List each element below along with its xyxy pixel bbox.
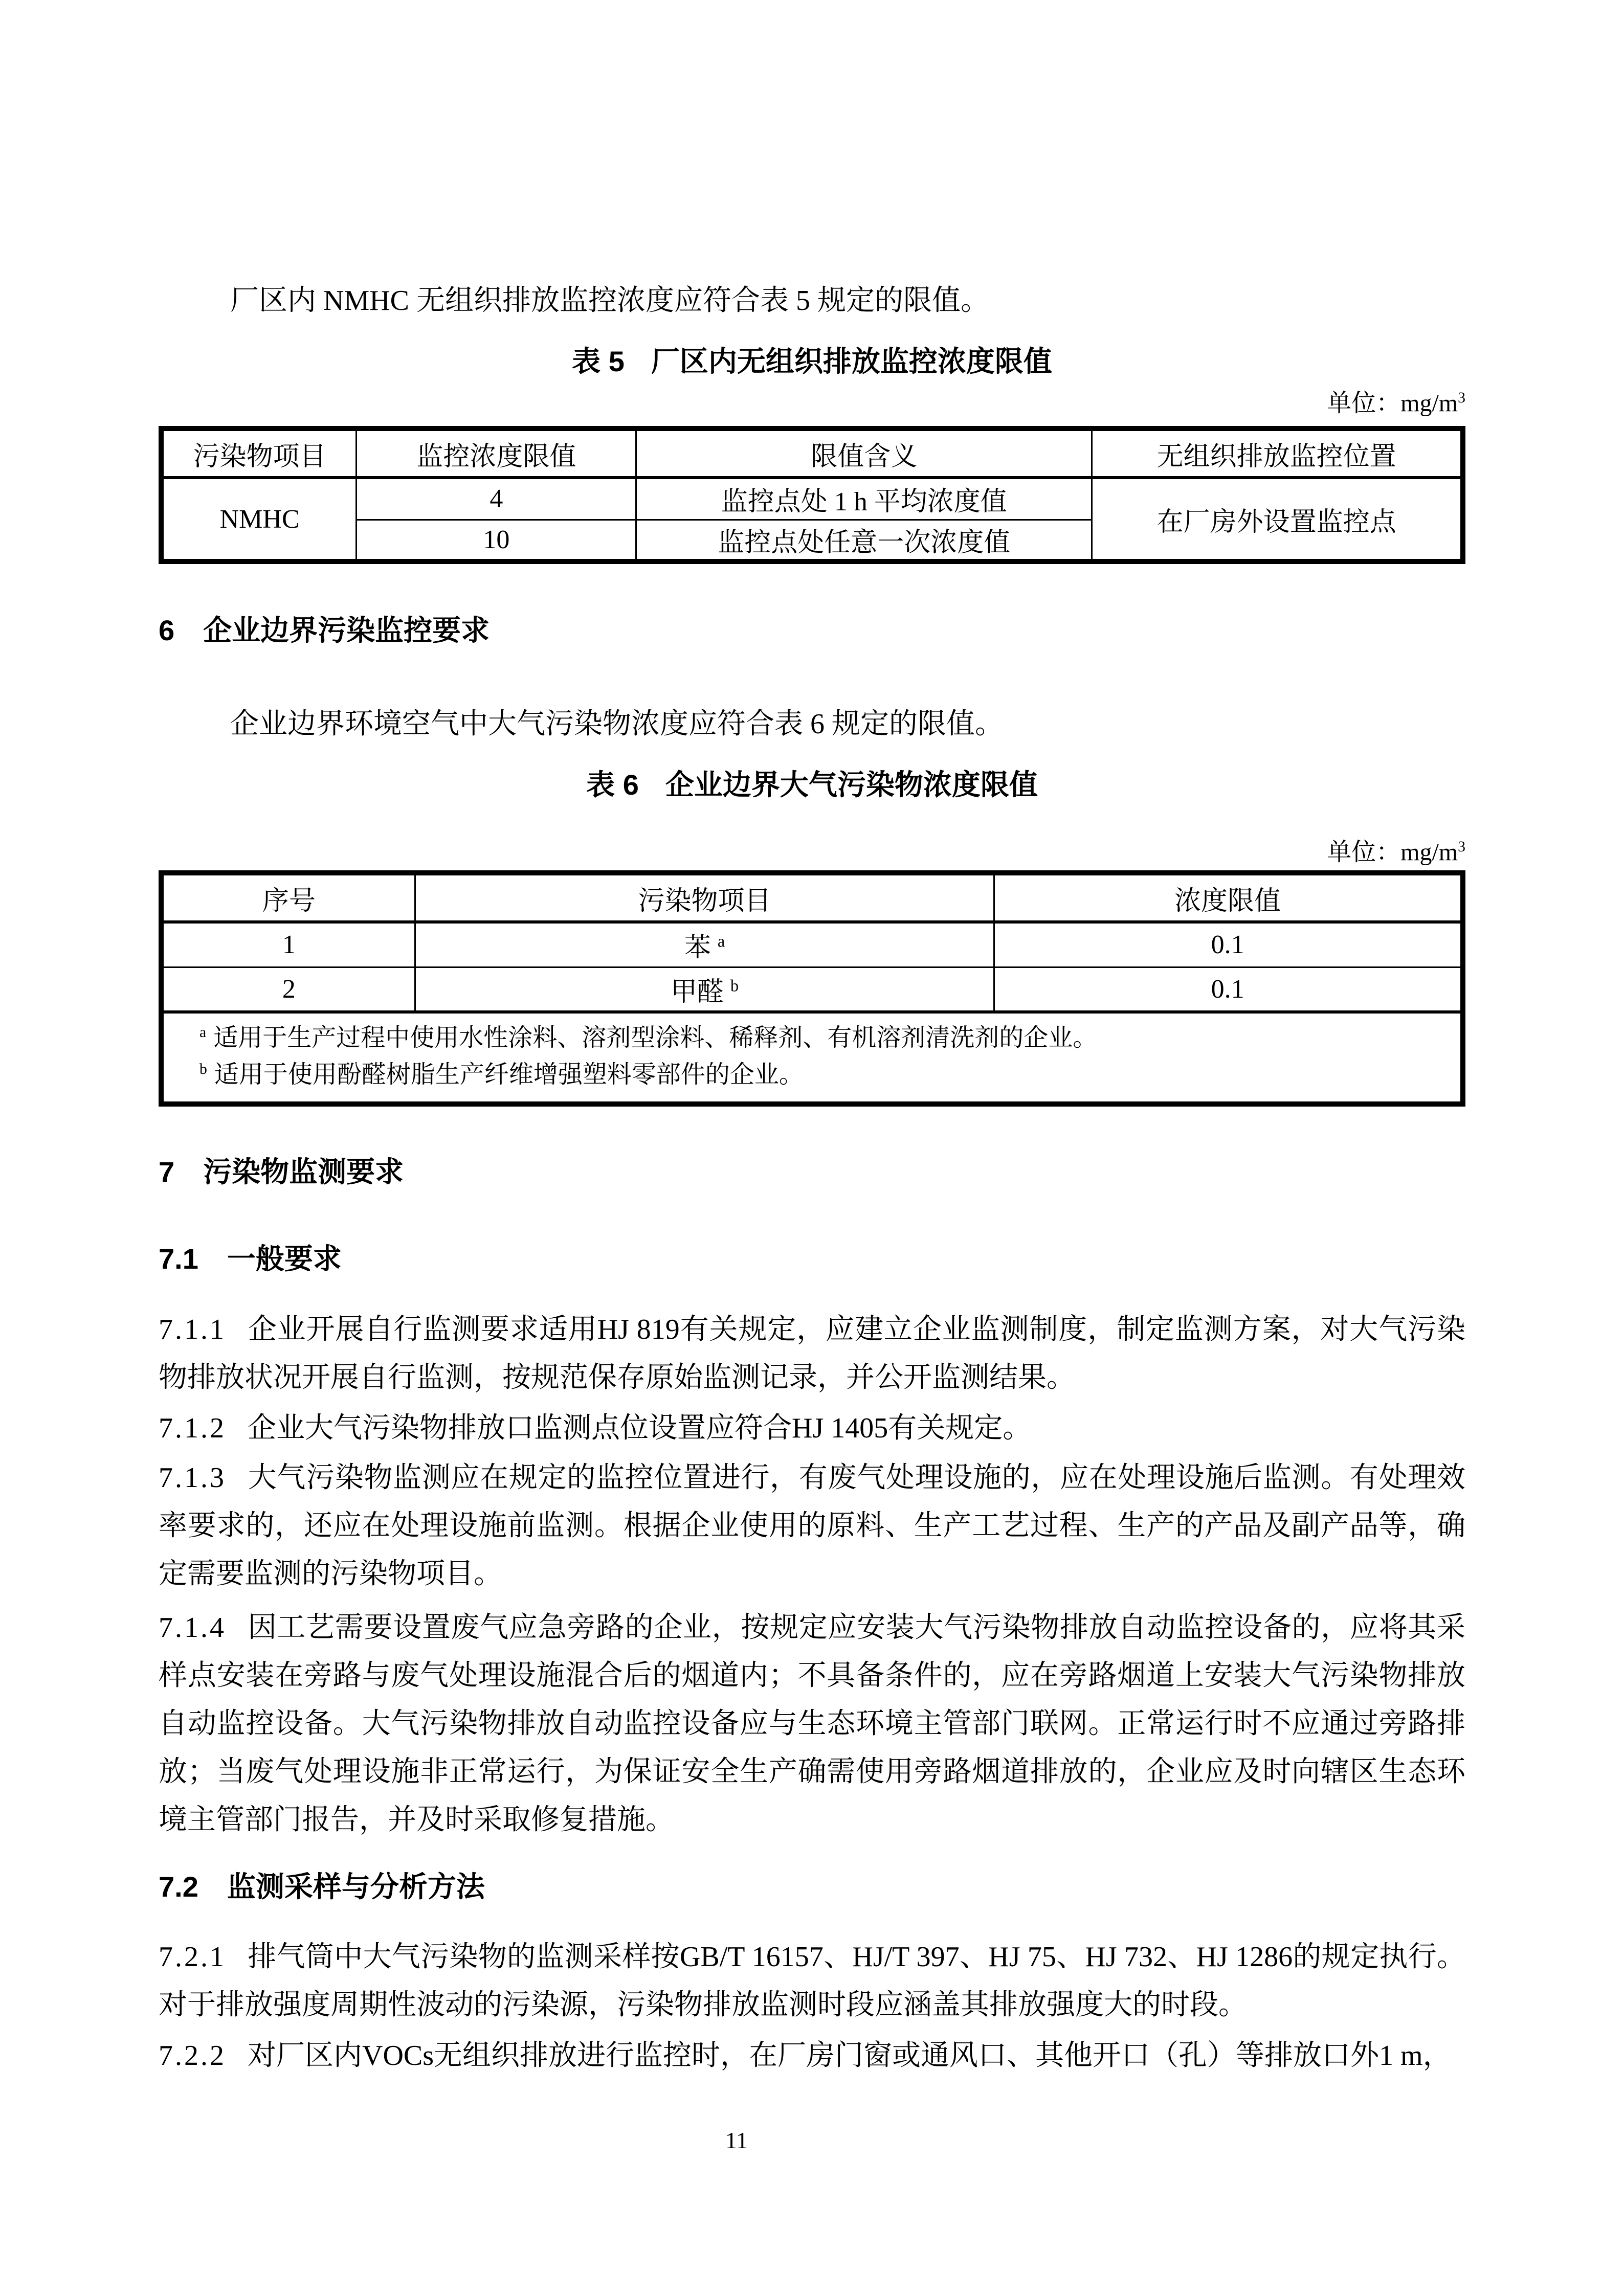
table5-cell-meaning-1: 监控点处 1 h 平均浓度值 <box>636 478 1092 520</box>
table5-cell-pollutant: NMHC <box>161 478 357 561</box>
footnote-ref-b: b <box>730 976 739 995</box>
intro-paragraph: 厂区内 NMHC 无组织排放监控浓度应符合表 5 规定的限值。 <box>230 285 990 317</box>
table6-cell-no-1: 1 <box>161 922 415 967</box>
table5-header-row <box>161 429 1463 478</box>
table5-cell-location: 在厂房外设置监控点 <box>1092 478 1463 561</box>
table6-footnote-row <box>161 1012 1463 1104</box>
table6-header-no: 序号 <box>161 873 415 922</box>
page-number: 11 <box>725 2127 748 2153</box>
section7-1-title: 一般要求 <box>227 1243 342 1275</box>
section7-title: 污染物监测要求 <box>203 1156 404 1188</box>
clause-7-2-2-number: 7.2.2 <box>159 2040 226 2072</box>
section6-paragraph: 企业边界环境空气中大气污染物浓度应符合表 6 规定的限值。 <box>230 708 1004 740</box>
clause-7-1-2-number: 7.1.2 <box>159 1412 226 1444</box>
clause-7-1-4-number: 7.1.4 <box>159 1612 226 1644</box>
section7-2-title: 监测采样与分析方法 <box>227 1871 485 1903</box>
footnote-ref-a: a <box>717 932 725 951</box>
table6-header-limit: 浓度限值 <box>994 873 1463 922</box>
table5-row-1 <box>161 478 1463 520</box>
footnote-b: $^b$ 适用于使用酚醛树脂生产纤维增强塑料零部件的企业。 <box>199 1061 804 1088</box>
section6-heading <box>159 606 1465 655</box>
clause-7-1-2: 7.1.2 企业大气污染物排放口监测点位设置应符合HJ 1405有关规定。 <box>159 1404 1465 1452</box>
footnote-a: $^a$ 适用于生产过程中使用水性涂料、溶剂型涂料、稀释剂、有机溶剂清洗剂的企业。 <box>199 1024 1098 1051</box>
table5-unit-superscript: 3 <box>1458 389 1465 406</box>
section7-2-heading <box>159 1863 1465 1911</box>
section6-title: 企业边界污染监控要求 <box>203 614 490 646</box>
clause-7-1-3-number: 7.1.3 <box>159 1462 226 1494</box>
table5-title <box>159 337 1465 386</box>
section7-1-number: 7.1 <box>159 1243 198 1275</box>
clause-7-2-2: 7.2.2 对厂区内VOCs无组织排放进行监控时，在厂房门窗或通风口、其他开口（孔）等排放口外1 m， <box>159 2032 1465 2080</box>
table6-unit-superscript: 3 <box>1458 838 1465 855</box>
table6-unit-label: 单位：$mg/m^3$ <box>1327 838 1465 866</box>
table6-cell-limit-2: 0.1 <box>994 967 1463 1012</box>
clause-7-1-1-number: 7.1.1 <box>159 1314 226 1345</box>
table6-header-pollutant: 污染物项目 <box>415 873 994 922</box>
section7-1-heading <box>159 1235 1465 1283</box>
table5-unit-label: 单位：$mg/m^3$ <box>1327 389 1465 417</box>
table5-cell-meaning-2: 监控点处任意一次浓度值 <box>636 520 1092 561</box>
table5-header-limit: 监控浓度限值 <box>357 429 636 478</box>
clause-7-2-1-number: 7.2.1 <box>159 1941 226 1973</box>
table6-footnotes <box>161 1012 1463 1104</box>
table5 <box>159 426 1465 564</box>
clause-7-1-1: 7.1.1 企业开展自行监测要求适用HJ 819有关规定，应建立企业监测制度，制定监测方案，对大气污染物排放状况开展自行监测，按规范保存原始监测记录，并公开监测结果。 <box>159 1305 1465 1402</box>
section7-heading <box>159 1148 1465 1196</box>
table6-title-label: 表 6 <box>586 769 639 801</box>
table6-title-text: 企业边界大气污染物浓度限值 <box>665 769 1038 801</box>
table5-cell-limit-1: 4 <box>357 478 636 520</box>
table6-cell-pollutant-1: 苯 $^a$ <box>415 922 994 967</box>
table5-title-label: 表 5 <box>572 345 625 377</box>
section7-number: 7 <box>159 1156 175 1188</box>
table6-title <box>159 761 1465 809</box>
table5-header-meaning: 限值含义 <box>636 429 1092 478</box>
table6-header-row <box>161 873 1463 922</box>
table6 <box>159 870 1465 1107</box>
table5-header-pollutant: 污染物项目 <box>161 429 357 478</box>
section6-number: 6 <box>159 614 175 646</box>
table5-header-location: 无组织排放监控位置 <box>1092 429 1463 478</box>
table6-row-2 <box>161 967 1463 1012</box>
table5-title-text: 厂区内无组织排放监控浓度限值 <box>651 345 1052 377</box>
table6-cell-pollutant-2: 甲醛 $^b$ <box>415 967 994 1012</box>
clause-7-1-4: 7.1.4 因工艺需要设置废气应急旁路的企业，按规定应安装大气污染物排放自动监控设备的，应将其采样点安装在旁路与废气处理设施混合后的烟道内；不具备条件的，应在旁路烟道上安装大气污染物排放自动监控设备。大气污染物排放自动监控设备应与生态环境主管部门联网。正常运行时不应通过旁路排放；当废气处理设施非正常运行，为保证安全生产确需使用旁路烟道排放的，企业应及时向辖区生态环境主管部门报告，并及时采取修复措施。 <box>159 1604 1465 1844</box>
section7-2-number: 7.2 <box>159 1871 198 1903</box>
clause-7-2-1: 7.2.1 排气筒中大气污染物的监测采样按GB/T 16157、HJ/T 397、HJ 75、HJ 732、HJ 1286的规定执行。对于排放强度周期性波动的污染源，污染物排放监测时段应涵盖其排放强度大的时段。 <box>159 1933 1465 2029</box>
table6-row-1 <box>161 922 1463 967</box>
table5-cell-limit-2: 10 <box>357 520 636 561</box>
table6-cell-no-2: 2 <box>161 967 415 1012</box>
clause-7-1-3: 7.1.3 大气污染物监测应在规定的监控位置进行，有废气处理设施的，应在处理设施后监测。有处理效率要求的，还应在处理设施前监测。根据企业使用的原料、生产工艺过程、生产的产品及副产品等，确定需要监测的污染物项目。 <box>159 1454 1465 1598</box>
table6-cell-limit-1: 0.1 <box>994 922 1463 967</box>
